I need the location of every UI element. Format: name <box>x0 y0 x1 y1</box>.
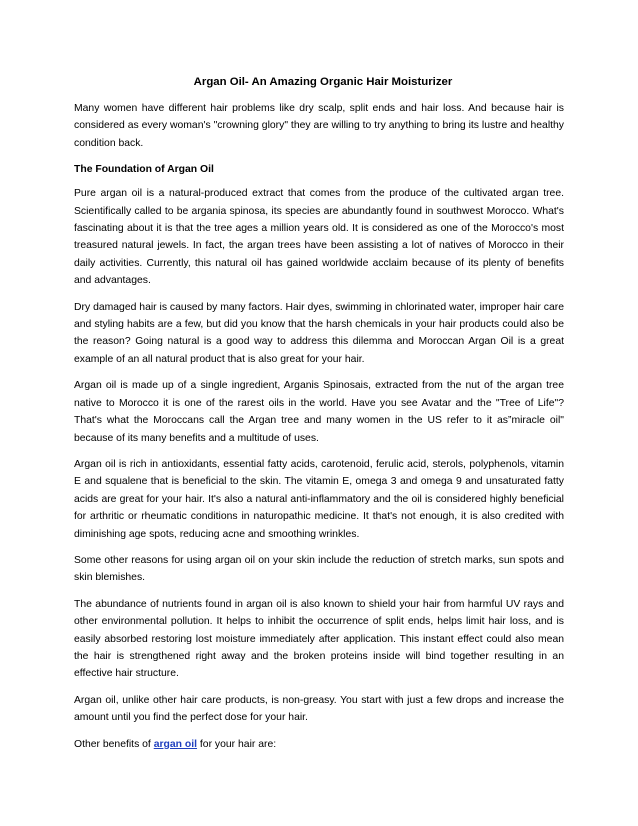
body-paragraph-1: Pure argan oil is a natural-produced extract that comes from the produce of the cultivated argan tree. Scientifically called to be argania spinosa, its species are abundantly found in southwest Morocco. What's fascinating about it is that the tree ages a million years old. It is considered as one of the Morocco's most treasured natural jewels. In fact, the argan trees have been assisting a lot of natives of Morocco in their daily activities. Currently, this natural oil has gained worldwide acclaim because of its plenty of benefits and advantages. <box>74 188 564 287</box>
body-paragraph-7: Argan oil, unlike other hair care products, is non-greasy. You start with just a few drops and increase the amount until you find the perfect dose for your hair. <box>74 694 564 724</box>
intro-paragraph: Many women have different hair problems like dry scalp, split ends and hair loss. And because hair is considered as every woman's "crowning glory" they are willing to try anything to bring its lustre and healthy condition back. <box>74 103 564 149</box>
document-body <box>74 74 564 762</box>
closing-paragraph <box>74 736 564 753</box>
document-title: Argan Oil- An Amazing Organic Hair Moisturizer <box>193 76 453 88</box>
body-paragraph-2: Dry damaged hair is caused by many factors. Hair dyes, swimming in chlorinated water, improper hair care and styling habits are a few, but did you know that the harsh chemicals in your hair products could also be the reason? Going natural is a good way to address this dilemma and Moroccan Argan Oil is a great example of an all natural product that is also great for your hair. <box>74 301 564 365</box>
body-paragraph-6: The abundance of nutrients found in argan oil is also known to shield your hair from harmful UV rays and other environmental pollution. It helps to inhibit the occurrence of split ends, helps limit hair loss, and is easily absorbed restoring lost moisture immediately after application. This instant effect could also mean the hair is strengthened right away and the broken proteins inside will bind together resulting in an effective hair structure. <box>74 598 564 680</box>
body-paragraph-3: Argan oil is made up of a single ingredient, Arganis Spinosais, extracted from the nut of the argan tree native to Morocco it is one of the rarest oils in the world. Have you see Avatar and the "Tree of Life"? That's what the Moroccans call the Argan tree and many women in the US refer to it as”miracle oil" because of its many benefits and a multitude of uses. <box>74 380 564 444</box>
closing-text-before-link: Other benefits of <box>74 738 154 750</box>
argan-oil-link[interactable]: argan oil <box>153 738 198 750</box>
body-paragraph-4: Argan oil is rich in antioxidants, essential fatty acids, carotenoid, ferulic acid, sterols, polyphenols, vitamin E and squalene that is beneficial to the skin. The vitamin E, omega 3 and omega 9 and unsaturated fatty acids are great for your hair. It's also a natural anti-inflammatory and the oil is considered highly beneficial for arthritic or rheumatic conditions in naturopathic medicine. It that's not enough, it is also credited with diminishing age spots, reducing acne and smoothing wrinkles. <box>74 458 564 540</box>
section-heading: The Foundation of Argan Oil <box>74 164 214 176</box>
body-paragraph-5: Some other reasons for using argan oil on your skin include the reduction of stretch marks, sun spots and skin blemishes. <box>74 554 564 584</box>
closing-text-after-link: for your hair are: <box>197 738 277 750</box>
